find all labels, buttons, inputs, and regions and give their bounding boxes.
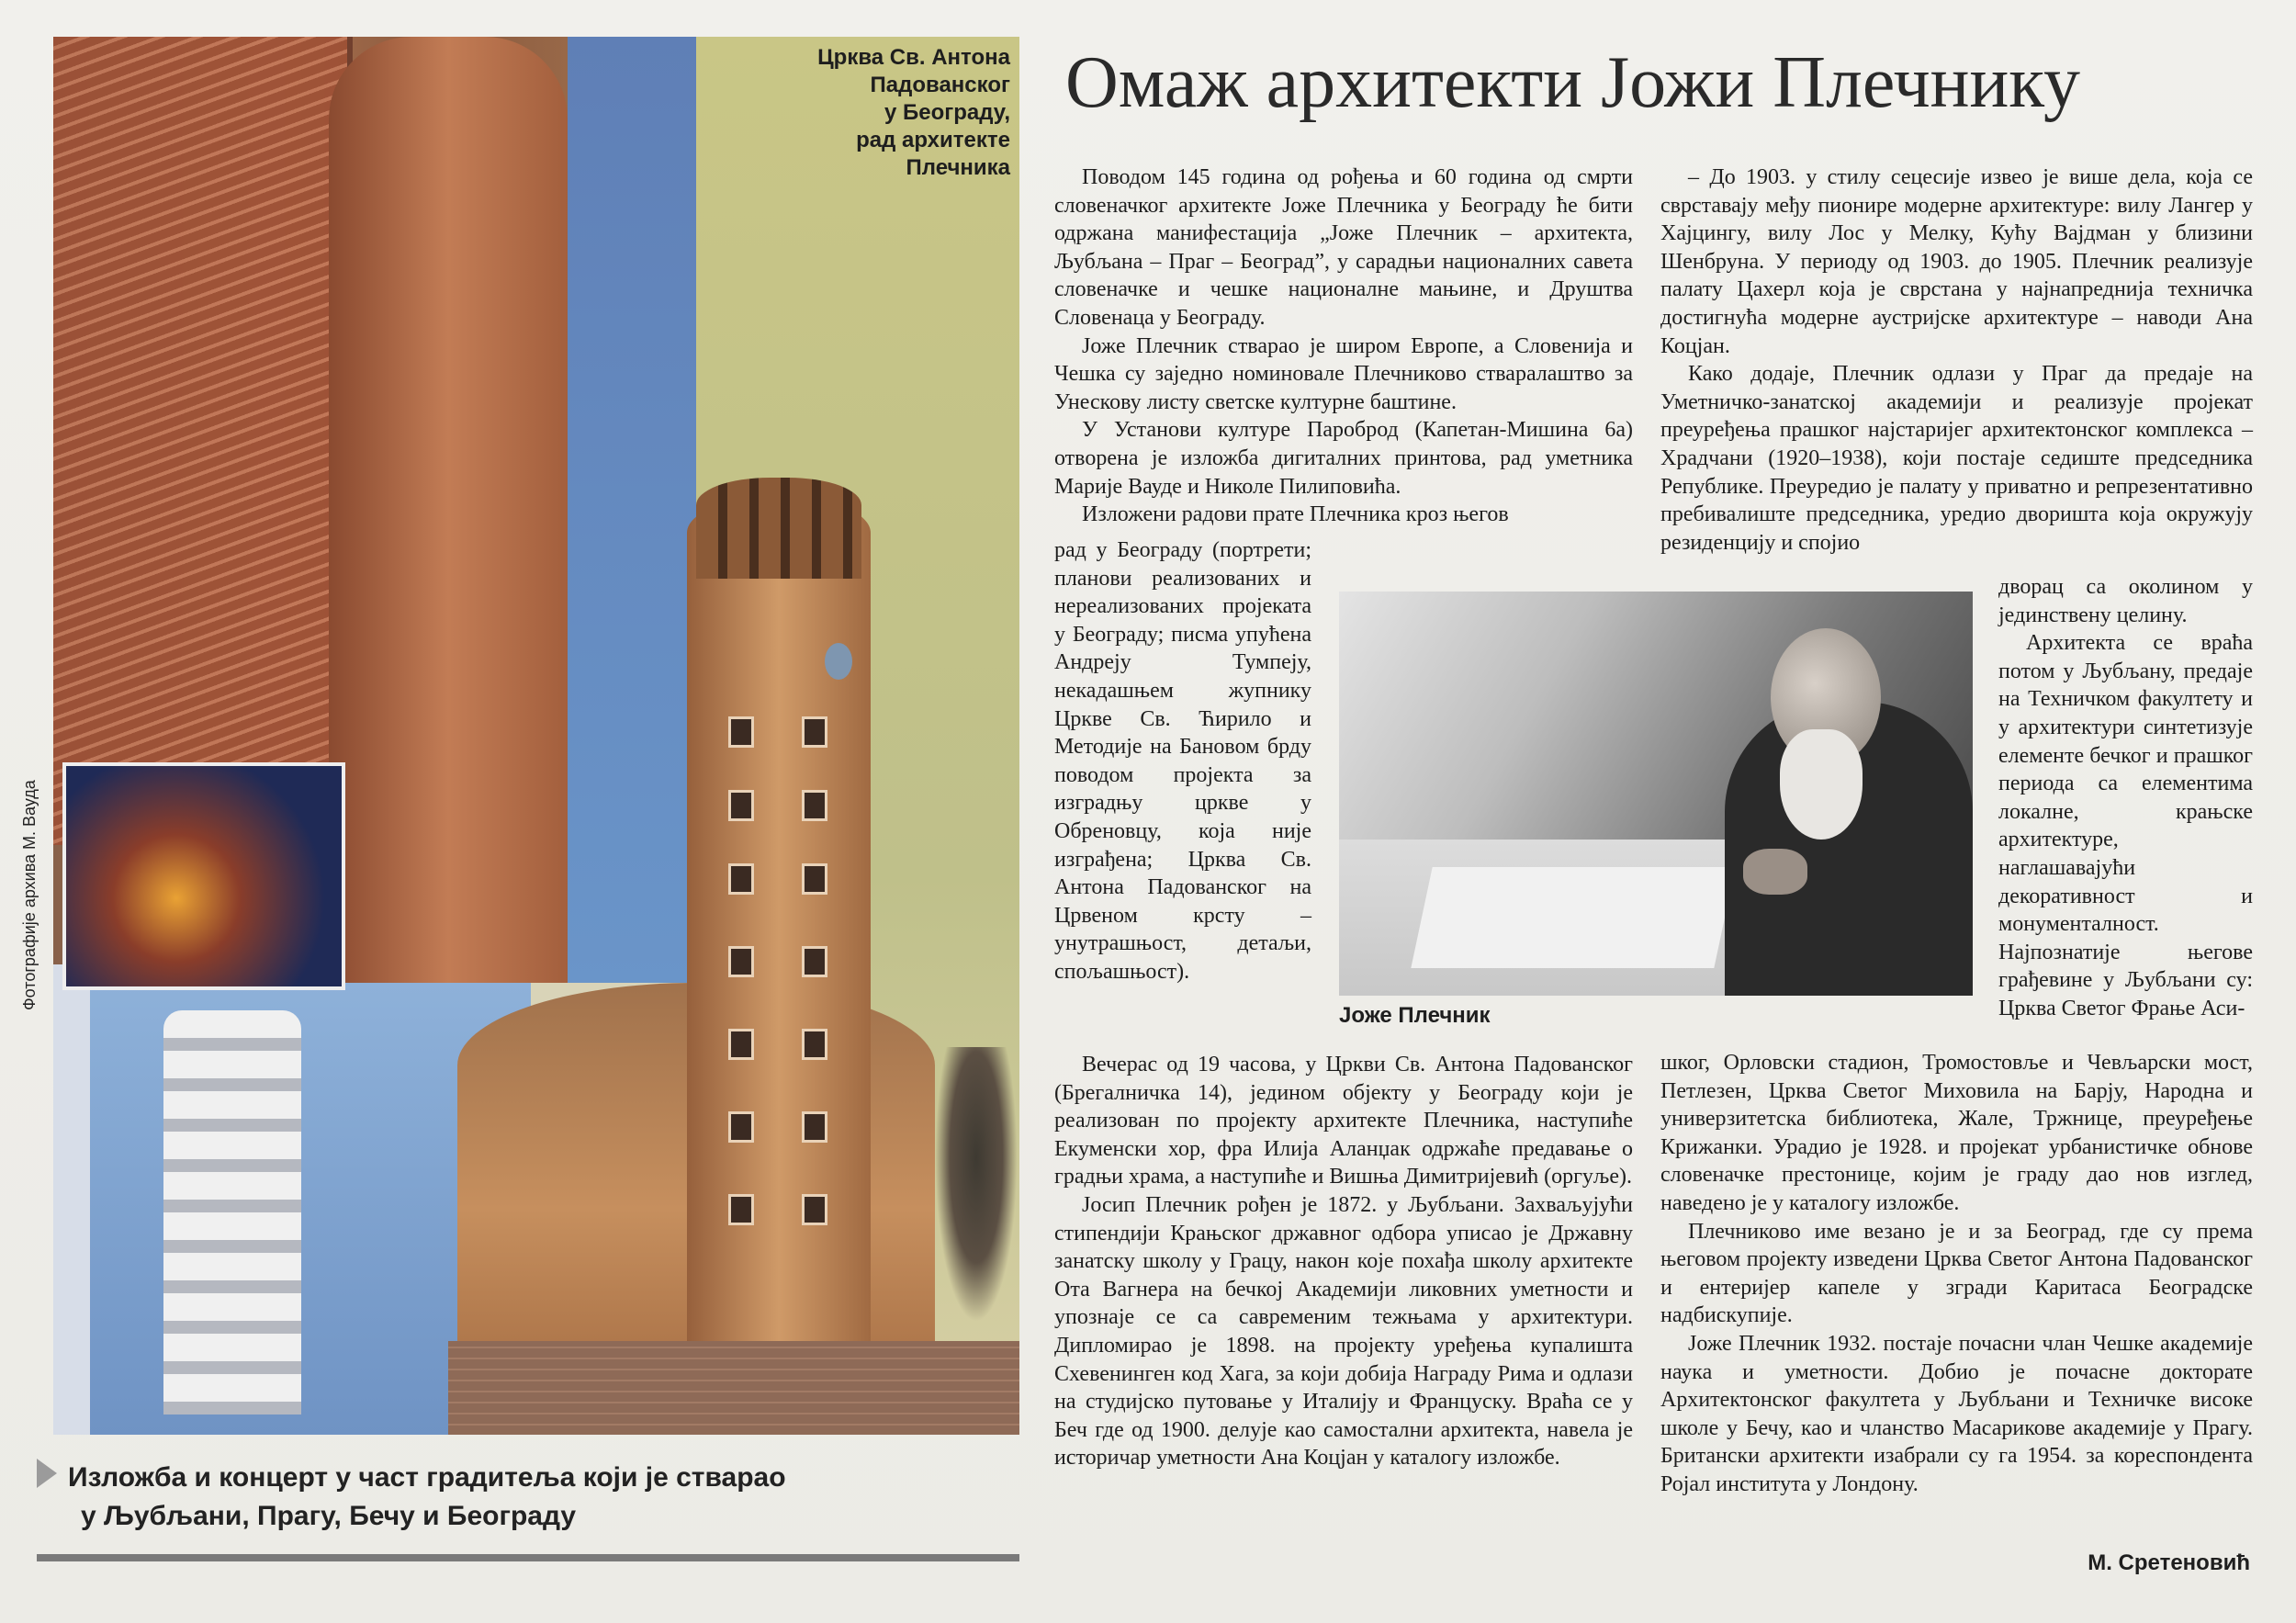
photo-collage — [53, 37, 1019, 1435]
figure-beard — [1780, 729, 1863, 840]
caption-line: Падованског — [870, 73, 1010, 97]
tower-window — [728, 790, 754, 821]
tower-window — [728, 1194, 754, 1225]
church-tower — [687, 496, 871, 1435]
brick-wall — [53, 37, 353, 845]
tower-window — [802, 863, 827, 895]
night-city-photo — [62, 762, 345, 990]
brick-fence — [448, 1341, 1019, 1435]
round-tower-photo — [329, 37, 568, 983]
caption-line: рад архитекте — [856, 128, 1010, 152]
portrait-caption: Јоже Плечник — [1339, 1003, 1491, 1028]
article-column-2 — [1660, 163, 2253, 557]
drawings — [1411, 867, 1735, 968]
tower-window — [802, 790, 827, 821]
paragraph: – До 1903. у стилу сецесије извео је више дела, која се сврставају међу пионире модерне архитектуре: вилу Лангер у Хајцингу, вилу Лос у Мелку, Кућу Вајдман у близини Шенбруна. У периоду од 1903. до 1905. Плечник реализује палату Цахерл која је сврстана у најнапреднија техничка достигнућа модерне аустријске архитектуре – наводи Ана Коцјан. — [1660, 165, 2253, 358]
author-byline: М. Сретеновић — [2088, 1550, 2250, 1575]
article-column-1-lower — [1054, 1051, 1633, 1472]
tower-window — [802, 716, 827, 748]
article-headline: Омаж архитекти Јожи Плечнику — [1065, 42, 2081, 123]
paragraph: рад у Београду (портрети; планови реализованих и нереализованих пројеката у Београду; писма упућена Андреју Тумпеју, некадашњем жупнику Цркве Св. Ћирило и Методије на Бановом брду поводом пројекта за изградњу цркве у Обреновцу, која није изграђена; Црква Св. Антона Падованског на Црвеном крсту – унутрашњост, детаљи, спољашњост). — [1054, 538, 1311, 984]
church-tower-belfry — [696, 478, 861, 579]
tower-window — [802, 1194, 827, 1225]
paragraph: шког, Орловски стадион, Тромостовље и Чевљарски мост, Петлезен, Црква Светог Миховила на Барју, Народна и универзитетска библиотека, Жале, Тржнице, преуређење Крижанки. Урадио је 1928. и пројекат урбанистичке обнове словеначке престонице, којим је граду дао нов изглед, наведено је у каталогу изложбе. — [1660, 1051, 2253, 1215]
paragraph: Плечниково име везано је и за Београд, где су према његовом пројекту изведени Црква Светог Антона Падованског и ентеријер капеле у згради Каритаса Београдске надбискупије. — [1660, 1219, 2253, 1328]
caption-line: Изложба и концерт у част градитеља који је стварао — [68, 1462, 786, 1493]
article-column-1-narrow — [1054, 536, 1311, 986]
tower-window — [802, 946, 827, 977]
article-column-1 — [1054, 163, 1633, 529]
caption-line: у Београду, — [884, 100, 1010, 125]
clock-icon — [825, 643, 852, 680]
photo-caption-bottom — [37, 1459, 992, 1536]
photo-credit: Фотографије архива М. Ваудa — [20, 780, 39, 1010]
paragraph: Изложени радови прате Плечника кроз његов — [1082, 502, 1509, 527]
tree — [935, 1047, 1018, 1323]
article-column-2-narrow — [1998, 573, 2253, 1023]
paragraph: дворац са околином у јединствену целину. — [1998, 575, 2253, 627]
portrait-photo — [1339, 592, 1973, 996]
caption-line: Плечника — [906, 155, 1010, 180]
paragraph: У Установи културе Пароброд (Капетан-Мишина 6а) отворена је изложба дигиталних принтова, рад уметника Марије Вауде и Николе Пилиповића. — [1054, 418, 1633, 499]
caption-line: Црква Св. Антона — [817, 45, 1010, 70]
caption-line: у Љубљани, Прагу, Бечу и Београду — [81, 1501, 577, 1531]
paragraph: Вечерас од 19 часова, у Цркви Св. Антона Падованског (Брегалничка 14), једином објекту у Београду који је реализован по пројекту архитекте Плечника, наступиће Екуменски хор, фра Илија Аланџак одржаће предавање о градњи храма, а наступиће и Вишња Димитријевић (оргуље). — [1054, 1053, 1633, 1189]
figure-hand — [1743, 849, 1807, 895]
paragraph: Архитекта се враћа потом у Љубљану, предаје на Техничком факултету и у архитектури синтетизује елементе бечког и прашког периода са елементима локалне, крањске архитектуре, наглашавајући декоративност и монументалност. Најпознатије његове грађевине у Љубљани су: Црква Светог Фрање Аси- — [1998, 631, 2253, 1020]
white-tower-photo — [163, 1010, 301, 1414]
article-column-2-lower — [1660, 1049, 2253, 1499]
paragraph: Јосип Плечник рођен је 1872. у Љубљани. Захваљујући стипендији Крањског државног одбора уписао је Државну занатску школу у Грацу, након које похађа школу архитекте Ота Вагнера на бечкој Академији ликовних уметности и упознаје се са савременим тежњама у архитектури. Дипломирао је 1898. на пројекту уређења купалишта Схевенинген код Хага, за који добија Награду Рима и одлази на студијско путовање у Италију и Француску. Враћа се у Беч где од 1900. делује као самостални архитекта, навела је историчар уметности Ана Коцјан у каталогу изложбе. — [1054, 1192, 1633, 1471]
paragraph: Поводом 145 година од рођења и 60 година од смрти словеначког архитекте Јоже Плечника у Београду ће бити одржана манифестација „Јоже Плечник – архитекта, Љубљана – Праг – Београд”, у сарадњи националних савета словеначке и чешке националне мањине, и Друштва Словенаца у Београду. — [1054, 165, 1633, 330]
tower-window — [802, 1029, 827, 1060]
triangle-arrow-icon — [37, 1459, 57, 1488]
divider — [37, 1554, 1019, 1561]
tower-window — [728, 1111, 754, 1143]
white-panel — [53, 964, 90, 1435]
tower-window — [728, 1029, 754, 1060]
photo-caption-top — [762, 44, 1010, 182]
paragraph: Како додаје, Плечник одлази у Праг да предаје на Уметничко-занатској академији и реализује пројекат преуређења прашког најстаријег архитектонског комплекса – Храдчани (1920–1938), који постаје седиште председника Републике. Преуредио је палату у приватно и репрезентативно пребивалиште председника, уредио дворишта која окружују резиденцију и спојио — [1660, 362, 2253, 555]
tower-window — [728, 863, 754, 895]
tower-window — [802, 1111, 827, 1143]
paragraph: Јоже Плечник 1932. постаје почасни члан Чешке академије наука и уметности. Добио је почасне докторате Архитектонског факултета у Љубљани и Техничке високе школе у Бечу, као и чланство Масарикове академије у Прагу. Британски архитекти изабрали су га 1954. за кореспондента Ројал института у Лондону. — [1660, 1331, 2253, 1496]
tower-window — [728, 946, 754, 977]
tower-window — [728, 716, 754, 748]
paragraph: Јоже Плечник стварао је широм Европе, а Словенија и Чешка су заједно номиновале Плечниково стваралаштво за Унескову листу светске културне баштине. — [1054, 333, 1633, 414]
